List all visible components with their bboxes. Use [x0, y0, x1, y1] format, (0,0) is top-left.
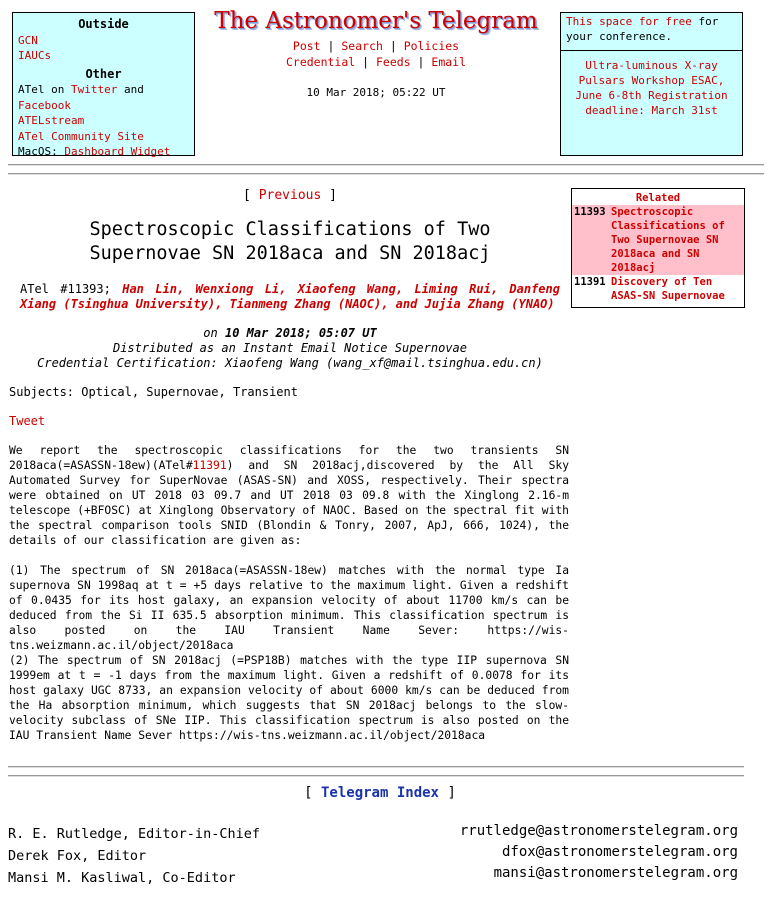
p1-text-before: We report the spectroscopic classifications for the two transients SN 2018aca(=ASASSN-18ew)(ATel# [9, 444, 569, 472]
distribution-info: Distributed as an Instant Email Notice Supernovae [112, 341, 467, 355]
related-item [572, 205, 744, 275]
related-item-number: 11391 [574, 276, 606, 288]
social-line [18, 82, 189, 113]
promo-rest: for your conference. [566, 15, 719, 43]
promo-text [561, 13, 742, 51]
editor-name: R. E. Rutledge, Editor-in-Chief [8, 826, 260, 842]
bracket-close: ] [447, 785, 456, 801]
top-nav: Post | Search | Policies Credential | Feeds | Email [285, 39, 467, 69]
author-line [20, 282, 560, 312]
related-item-link[interactable]: Discovery of Ten ASAS-SN Supernovae [611, 276, 725, 302]
telegram-body [9, 443, 569, 743]
body-paragraph-3: (2) The spectrum of SN 2018acj (=PSP18B) matches with the type IIP supernova SN 1999em at t = -1 days from the maximum light. Given a redshift of 0.0078 for its host galaxy UGC 8733, an expansion velocity of about 6000 km/s can be deduced from the Ha absorption minimum, which suggests that SN 2018acj belongs to the slow-velocity subclass of SNe IIP. This classification spectrum is also posted on the IAU Transient Name Sever https://wis-tns.weizmann.ac.il/object/2018aca [9, 654, 569, 742]
promo-link[interactable]: This space for free [566, 15, 692, 28]
related-box [571, 188, 745, 308]
nav-email[interactable]: Email [431, 54, 467, 69]
divider-bottom [8, 766, 744, 768]
nav-search[interactable]: Search [341, 39, 383, 53]
editor-email: mansi@astronomerstelegram.org [493, 865, 738, 881]
atelstream-link[interactable]: ATELstream [18, 114, 85, 127]
telegram-index-link[interactable]: Telegram Index [320, 785, 439, 801]
dashboard-widget-link[interactable]: Dashboard Widget [64, 145, 171, 158]
atel-id: ATel #11393; [20, 282, 111, 296]
nav-credential[interactable]: Credential [285, 54, 356, 69]
editor-name: Derek Fox, Editor [8, 848, 147, 864]
outside-heading: Outside [78, 17, 129, 31]
bracket-close: ] [329, 188, 337, 203]
social-prefix: ATel on [18, 83, 65, 96]
atel-11391-link[interactable]: 11391 [192, 459, 227, 472]
authors: Han Lin, Wenxiong Li, Xiaofeng Wang, Liming Rui, Danfeng Xiang (Tsinghua University), Tianmeng Zhang (NAOC), and Jujia Zhang (YNAO) [20, 282, 560, 311]
body-paragraph-2: (1) The spectrum of SN 2018aca(=ASASSN-18ew) matches with the normal type Ia supernova SN 1998aq at t = +5 days relative to the maximum light. Given a redshift of 0.0435 for its host galaxy, an expansion velocity of about 11700 km/s can be deduced from the Si II 635.5 absorption minimum. This classification spectrum is also posted on the IAU Transient Name Sever: https://wis-tns.weizmann.ac.il/object/2018aca [9, 564, 569, 652]
on-text: on [203, 326, 218, 340]
nav-post[interactable]: Post [292, 39, 321, 53]
gcn-link[interactable]: GCN [18, 33, 38, 47]
related-heading: Related [635, 192, 681, 204]
related-item-link[interactable]: Spectroscopic Classifications of Two Supernovae SN 2018aca and SN 2018acj [611, 206, 725, 274]
facebook-link[interactable]: Facebook [18, 98, 71, 112]
editor-emails [460, 821, 738, 884]
twitter-link[interactable]: Twitter [70, 83, 118, 96]
site-title[interactable]: The Astronomer's Telegram [214, 8, 538, 34]
community-link[interactable]: ATel Community Site [18, 129, 144, 143]
telegram-index-nav [0, 785, 760, 801]
outside-links-box [12, 12, 195, 156]
subjects: Subjects: Optical, Supernovae, Transient [9, 385, 298, 399]
tweet-link[interactable]: Tweet [9, 414, 46, 428]
related-item [572, 275, 744, 303]
telegram-title: Spectroscopic Classifications of Two Supernovae SN 2018aca and SN 2018acj [89, 219, 491, 264]
other-heading: Other [85, 66, 122, 81]
editor-name: Mansi M. Kasliwal, Co-Editor [8, 870, 236, 886]
posted-date: 10 Mar 2018; 05:07 UT [224, 326, 377, 340]
and-text: and [123, 83, 144, 96]
divider-bottom-2 [8, 775, 744, 777]
bracket-open: [ [304, 785, 313, 801]
nav-policies[interactable]: Policies [403, 39, 460, 53]
previous-link[interactable]: Previous [258, 188, 322, 203]
editor-email: rrutledge@astronomerstelegram.org [459, 823, 738, 839]
divider-top [8, 164, 764, 166]
workshop-ad-link[interactable]: Ultra-luminous X-ray Pulsars Workshop ESAC, June 6-8th Registration deadline: March 31st [575, 59, 728, 117]
macos-line [18, 144, 189, 160]
macos-prefix: MacOS: [18, 145, 58, 158]
divider-top-2 [8, 173, 764, 175]
related-item-number: 11393 [574, 206, 606, 218]
current-date: 10 Mar 2018; 05:22 UT [306, 86, 446, 99]
editor-email: dfox@astronomerstelegram.org [501, 844, 738, 860]
credential-info: Credential Certification: Xiaofeng Wang (wang_xf@mail.tsinghua.edu.cn) [37, 356, 543, 370]
promo-box [560, 12, 743, 156]
previous-nav [0, 188, 580, 203]
nav-feeds[interactable]: Feeds [376, 54, 411, 69]
bracket-open: [ [243, 188, 251, 203]
p1-text-after: ) and SN 2018acj,discovered by the All Sky Automated Survey for SuperNovae (ASAS-SN) and XOSS, respectively. Their spectra were obtained on UT 2018 03 09.7 and UT 2018 03 09.8 with the Xinglong 2.16-m telescope (+BFOSC) at Xinglong Observatory of NAOC. Based on the spectral fit with the spectral comparison tools SNID (Blondin & Tonry, 2007, ApJ, 666, 1024), the details of our classification are given as: [9, 459, 569, 547]
editor-list [8, 823, 260, 889]
posting-info [0, 326, 580, 371]
iaucs-link[interactable]: IAUCs [18, 49, 52, 62]
body-paragraph-1 [9, 443, 569, 548]
